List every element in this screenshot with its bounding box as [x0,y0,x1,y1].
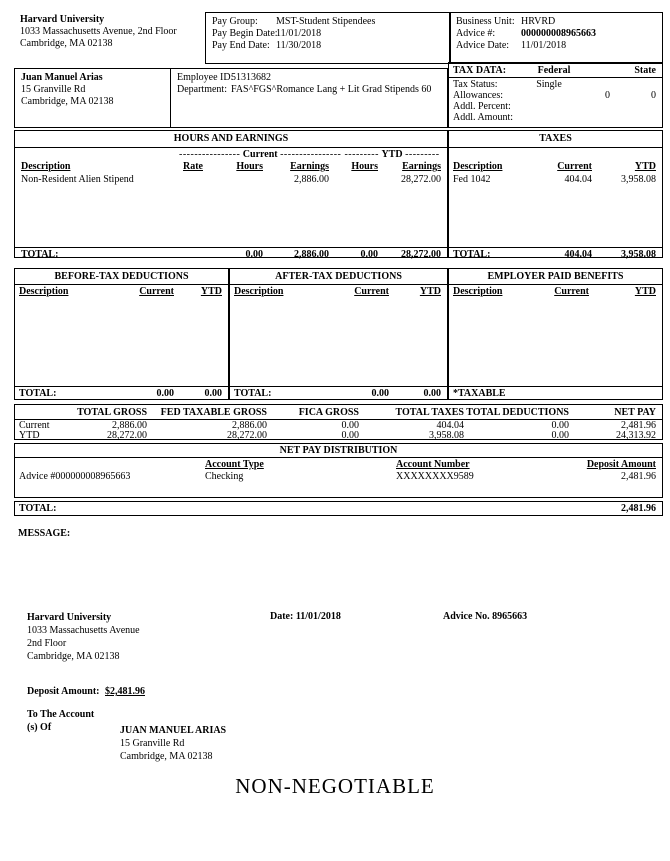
taxes-title-rule [449,147,662,148]
current-group-label: Current [242,149,278,160]
he-total-current-hours: 0.00 [245,249,263,260]
check-advice-number: Advice No. 8965663 [443,611,528,622]
hours-earnings-total-rule [15,247,447,248]
after-tax-title-rule [230,284,447,285]
net-pay-distribution-title-rule [15,457,662,458]
he-total-current-earnings: 2,886.00 [294,249,329,260]
he-ytd-hours-header: Hours [351,161,378,172]
before-tax-total-ytd: 0.00 [204,388,222,399]
pay-group-value: MST-Student Stipendees [276,16,376,27]
pay-end-value: 11/30/2018 [276,40,322,51]
tax-row-description: Fed 1042 [453,174,491,185]
distribution-total-label: TOTAL: [19,503,57,514]
business-unit-label: Business Unit: [456,16,515,27]
check-date: Date: 11/01/2018 [270,611,341,622]
before-tax-description-header: Description [19,286,69,297]
summary-ytd-total-taxes: 3,958.08 [429,430,464,441]
department-label: Department: [177,84,227,95]
distribution-account-number: XXXXXXXX9589 [396,471,474,482]
taxes-total-label: TOTAL: [453,249,491,260]
before-tax-total-rule [15,386,228,387]
tax-data-title: TAX DATA: [453,65,507,76]
pay-begin-value: 11/01/2018 [276,28,322,39]
before-tax-title: BEFORE-TAX DEDUCTIONS [54,271,189,282]
distribution-total-strip [14,501,663,516]
to-account-line2: (s) Of [27,722,52,733]
pay-period-box [205,12,450,64]
pay-begin-label: Pay Begin Date: [212,28,278,39]
ytd-group-dashes-left: --------- [344,149,379,160]
current-group-header [179,149,342,160]
message-label: MESSAGE: [18,528,71,539]
employer-paid-benefits-box [448,268,663,400]
after-tax-title: AFTER-TAX DEDUCTIONS [275,271,402,282]
employer-benefits-title: EMPLOYER PAID BENEFITS [487,271,624,282]
company-address-line1: 1033 Massachusetts Avenue, 2nd Floor [20,26,177,37]
employer-benefits-description-header: Description [453,286,503,297]
distribution-total-amount: 2,481.96 [621,503,656,514]
summary-current-total-deductions: 0.00 [551,420,569,431]
he-current-earnings-header: Earnings [290,161,329,172]
to-account-line1: To The Account [27,709,95,720]
he-total-ytd-hours: 0.00 [360,249,378,260]
summary-header-total-gross: TOTAL GROSS [77,407,147,418]
net-pay-distribution-box [14,443,663,498]
check-company-address-line3: Cambridge, MA 02138 [27,651,120,662]
company-name: Harvard University [20,14,105,25]
after-tax-description-header: Description [234,286,284,297]
summary-current-total-taxes: 404.04 [436,420,464,431]
payee-block [120,724,226,763]
summary-header-total-taxes: TOTAL TAXES [395,407,464,418]
taxable-footnote: *TAXABLE [453,388,506,399]
net-pay-distribution-title: NET PAY DISTRIBUTION [279,445,398,456]
summary-ytd-fica-gross: 0.00 [341,430,359,441]
after-tax-total-label: TOTAL: [234,388,272,399]
tax-data-federal-header: Federal [537,65,571,76]
payee-address-line1: 15 Granville Rd [120,738,185,749]
employer-benefits-title-rule [449,284,662,285]
check-deposit-label: Deposit Amount: [27,686,100,697]
distribution-account-type: Checking [205,471,244,482]
advice-info-box [450,12,663,64]
pay-end-label: Pay End Date: [212,40,270,51]
summary-ytd-net-pay: 24,313.92 [616,430,656,441]
employer-benefits-total-rule [449,386,662,387]
taxes-total-rule [449,247,662,248]
after-tax-total-rule [230,386,447,387]
earnings-row-ytd-earnings: 28,272.00 [401,174,441,185]
employee-address-line2: Cambridge, MA 02138 [21,96,114,107]
employer-benefits-current-header: Current [554,286,589,297]
employee-box [14,68,448,128]
check-company-address-line2: 2nd Floor [27,638,67,649]
summary-ytd-total-deductions: 0.00 [551,430,569,441]
company-address-line2: Cambridge, MA 02138 [20,38,113,49]
summary-ytd-label: YTD [19,430,40,441]
distribution-deposit-amount: 2,481.96 [621,471,656,482]
hours-earnings-box [14,130,448,258]
addl-percent-label: Addl. Percent: [453,101,511,112]
he-current-hours-header: Hours [236,161,263,172]
business-unit-value: HRVRD [521,16,556,27]
allowances-state: 0 [651,90,656,101]
summary-current-fed-taxable-gross: 2,886.00 [232,420,267,431]
account-type-header: Account Type [205,459,264,470]
earnings-row-current-earnings: 2,886.00 [294,174,329,185]
summary-current-total-gross: 2,886.00 [112,420,147,431]
pay-group-label: Pay Group: [212,16,258,27]
allowances-federal: 0 [605,90,610,101]
taxes-total-ytd: 3,958.08 [621,249,656,260]
tax-status-label: Tax Status: [453,79,498,90]
tax-row-ytd: 3,958.08 [621,174,656,185]
deposit-amount-header: Deposit Amount [586,459,656,470]
before-tax-total-current: 0.00 [156,388,174,399]
summary-current-label: Current [19,420,50,431]
summary-current-net-pay: 2,481.96 [621,420,656,431]
he-rate-header: Rate [183,161,203,172]
payee-name: JUAN MANUEL ARIAS [120,725,227,736]
tax-data-box [448,62,663,128]
summary-header-fed-taxable-gross: FED TAXABLE GROSS [160,407,267,418]
account-number-header: Account Number [396,459,470,470]
before-tax-current-header: Current [139,286,174,297]
summary-header-fica-gross: FICA GROSS [298,407,359,418]
tax-row-current: 404.04 [564,174,592,185]
summary-header-total-deductions: TOTAL DEDUCTIONS [466,407,569,418]
hours-earnings-title: HOURS AND EARNINGS [173,133,289,144]
summary-ytd-fed-taxable-gross: 28,272.00 [227,430,267,441]
taxes-title: TAXES [539,133,572,144]
after-tax-total-ytd: 0.00 [423,388,441,399]
he-total-label: TOTAL: [21,249,59,260]
employee-box-divider [170,69,171,127]
summary-header-net-pay: NET PAY [614,407,656,418]
ytd-group-header [341,149,443,160]
ytd-group-label: YTD [381,149,403,160]
before-tax-ytd-header: YTD [200,286,222,297]
current-group-dashes-right: ---------------- [280,149,342,160]
payee-address-line2: Cambridge, MA 02138 [120,751,213,762]
hours-earnings-title-rule [15,147,447,148]
advice-date-value: 11/01/2018 [521,40,567,51]
after-tax-ytd-header: YTD [419,286,441,297]
after-tax-total-current: 0.00 [371,388,389,399]
employee-id-label: Employee ID: [177,72,234,83]
check-company-block [27,611,140,663]
he-ytd-earnings-header: Earnings [402,161,441,172]
earnings-row-description: Non-Resident Alien Stipend [21,174,134,185]
addl-amount-label: Addl. Amount: [453,112,514,123]
company-address-block [20,14,177,50]
before-tax-total-label: TOTAL: [19,388,57,399]
employee-id-value: 51313682 [231,72,271,83]
advice-number-label: Advice #: [456,28,496,39]
after-tax-deductions-box [229,268,448,400]
taxes-current-header: Current [557,161,592,172]
department-value: FAS^FGS^Romance Lang + Lit Grad Stipends 60 [231,84,432,95]
check-company-name: Harvard University [27,612,112,623]
after-tax-current-header: Current [354,286,389,297]
check-company-address-line1: 1033 Massachusetts Avenue [27,625,140,636]
summary-table [14,404,663,440]
tax-data-state-header: State [634,65,656,76]
employee-name: Juan Manuel Arias [21,72,103,83]
check-deposit-amount: $2,481.96 [105,686,145,697]
taxes-description-header: Description [453,161,503,172]
he-total-ytd-earnings: 28,272.00 [401,249,441,260]
taxes-ytd-header: YTD [634,161,656,172]
non-negotiable-text: NON-NEGOTIABLE [235,774,435,798]
tax-status-federal: Single [536,79,562,90]
distribution-advice-number: Advice #000000008965663 [19,471,131,482]
tax-data-header-rule [449,77,662,78]
advice-number-value: 000000008965663 [521,28,596,39]
taxes-total-current: 404.04 [564,249,592,260]
advice-date-label: Advice Date: [456,40,510,51]
before-tax-deductions-box [14,268,229,400]
employer-benefits-ytd-header: YTD [634,286,656,297]
he-description-header: Description [21,161,71,172]
before-tax-title-rule [15,284,228,285]
to-account-block [27,708,94,734]
ytd-group-dashes-right: --------- [405,149,440,160]
taxes-box [448,130,663,258]
summary-current-fica-gross: 0.00 [341,420,359,431]
current-group-dashes-left: ---------------- [179,149,241,160]
summary-ytd-total-gross: 28,272.00 [107,430,147,441]
allowances-label: Allowances: [453,90,503,101]
employee-address-line1: 15 Granville Rd [21,84,86,95]
